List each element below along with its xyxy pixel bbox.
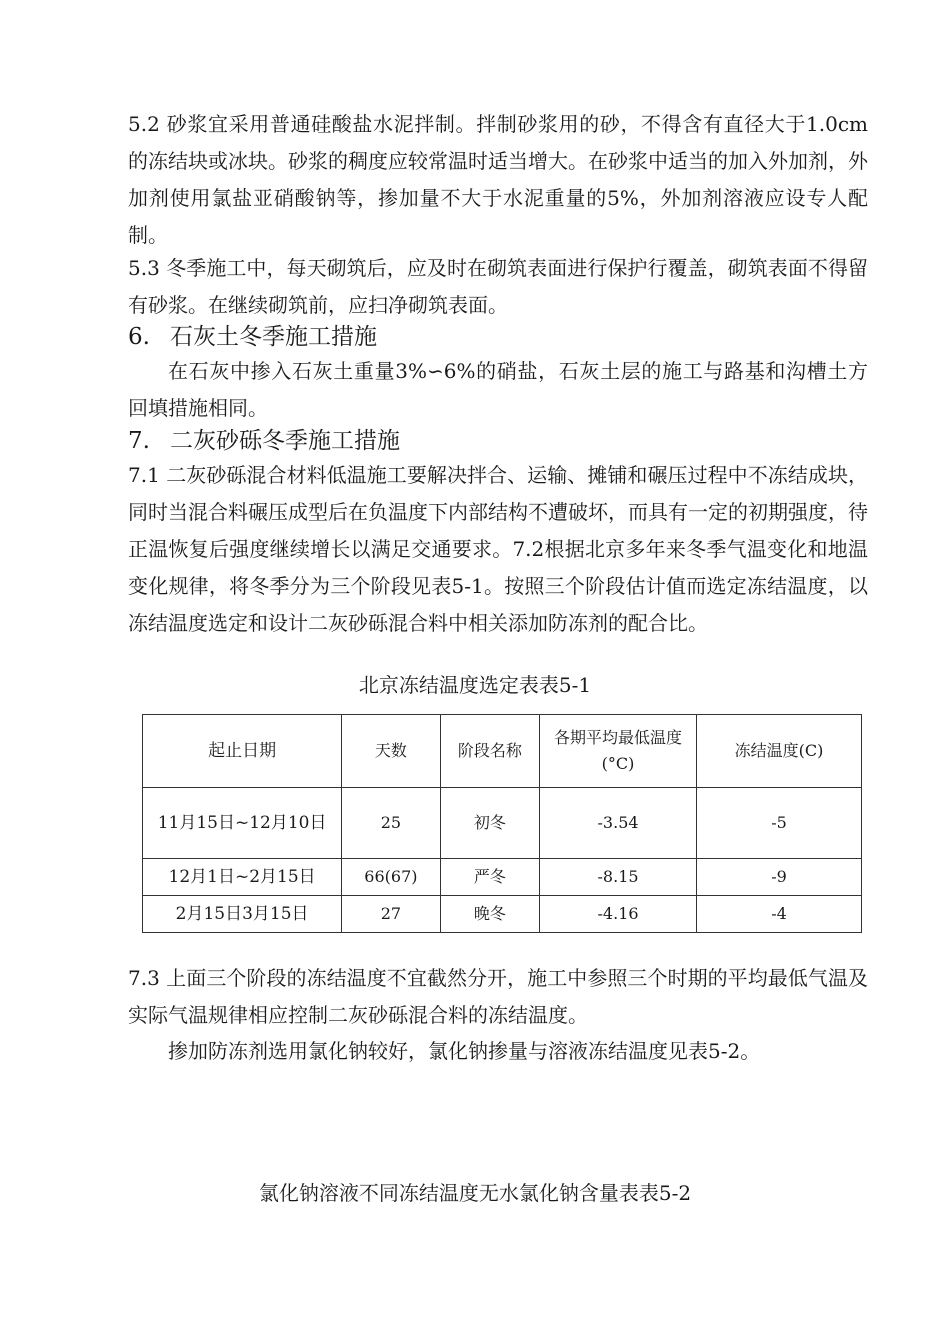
freeze-temperature-table (142, 714, 862, 933)
heading-7-text: 二灰砂砾冬季施工措施 (170, 428, 400, 454)
cell-freeze-temp: -4 (696, 896, 861, 933)
header-date-range: 起止日期 (143, 715, 342, 788)
cell-avg-min-temp: -4.16 (540, 896, 697, 933)
cell-stage-name: 初冬 (440, 788, 539, 859)
cell-days: 66(67) (342, 859, 440, 896)
table-row (143, 859, 862, 896)
table-5-2-caption: 氯化钠溶液不同冻结温度无水氯化钠含量表表5-2 (258, 1181, 692, 1205)
cell-date-range: 12月1日~2月15日 (143, 859, 342, 896)
paragraph-5-2: 5.2 砂浆宜采用普通硅酸盐水泥拌制。拌制砂浆用的砂，不得含有直径大于1.0cm的冻结块或冰块。砂浆的稠度应较常温时适当增大。在砂浆中适当的加入外加剂，外加剂使用氯盐亚硝酸钠等，掺加量不大于水泥重量的5%，外加剂溶液应设专人配制。 (128, 112, 868, 247)
header-stage-name: 阶段名称 (440, 715, 539, 788)
table-row (143, 896, 862, 933)
table-row (143, 788, 862, 859)
cell-date-range: 2月15日3月15日 (143, 896, 342, 933)
table-header-row (143, 715, 862, 788)
heading-6-number: 6. (128, 324, 150, 350)
table-5-1-caption: 北京冻结温度选定表表5-1 (358, 673, 592, 697)
header-avg-min-temp: 各期平均最低温度(°C) (540, 715, 697, 788)
paragraph-7-3: 7.3 上面三个阶段的冻结温度不宜截然分开，施工中参照三个时期的平均最低气温及实际气温规律相应控制二灰砂砾混合料的冻结温度。 (128, 966, 868, 1027)
paragraph-6: 在石灰中掺入石灰土重量3%∽6%的硝盐，石灰土层的施工与路基和沟槽土方回填措施相同。 (128, 359, 868, 420)
paragraph-antifreeze: 掺加防冻剂选用氯化钠较好，氯化钠掺量与溶液冻结温度见表5-2。 (168, 1039, 761, 1063)
header-freeze-temp: 冻结温度(C) (696, 715, 861, 788)
cell-avg-min-temp: -8.15 (540, 859, 697, 896)
cell-freeze-temp: -9 (696, 859, 861, 896)
cell-stage-name: 严冬 (440, 859, 539, 896)
paragraph-7-1: 7.1 二灰砂砾混合材料低温施工要解决拌合、运输、摊铺和碾压过程中不冻结成块，同时当混合料碾压成型后在负温度下内部结构不遭破坏，而具有一定的初期强度，待正温恢复后强度继续增长以满足交通要求。7.2根据北京多年来冬季气温变化和地温变化规律，将冬季分为三个阶段见表5-1。按照三个阶段估计值而选定冻结温度，以冻结温度选定和设计二灰砂砾混合料中相关添加防冻剂的配合比。 (128, 463, 868, 635)
cell-date-range: 11月15日~12月10日 (143, 788, 342, 859)
cell-days: 25 (342, 788, 440, 859)
paragraph-5-3: 5.3 冬季施工中，每天砌筑后，应及时在砌筑表面进行保护行覆盖，砌筑表面不得留有砂浆。在继续砌筑前，应扫净砌筑表面。 (128, 256, 868, 317)
heading-7-number: 7. (128, 428, 150, 454)
cell-avg-min-temp: -3.54 (540, 788, 697, 859)
header-days: 天数 (342, 715, 440, 788)
cell-freeze-temp: -5 (696, 788, 861, 859)
cell-days: 27 (342, 896, 440, 933)
heading-6 (128, 320, 377, 354)
heading-6-text: 石灰土冬季施工措施 (170, 324, 377, 350)
cell-stage-name: 晚冬 (440, 896, 539, 933)
heading-7 (128, 424, 400, 458)
